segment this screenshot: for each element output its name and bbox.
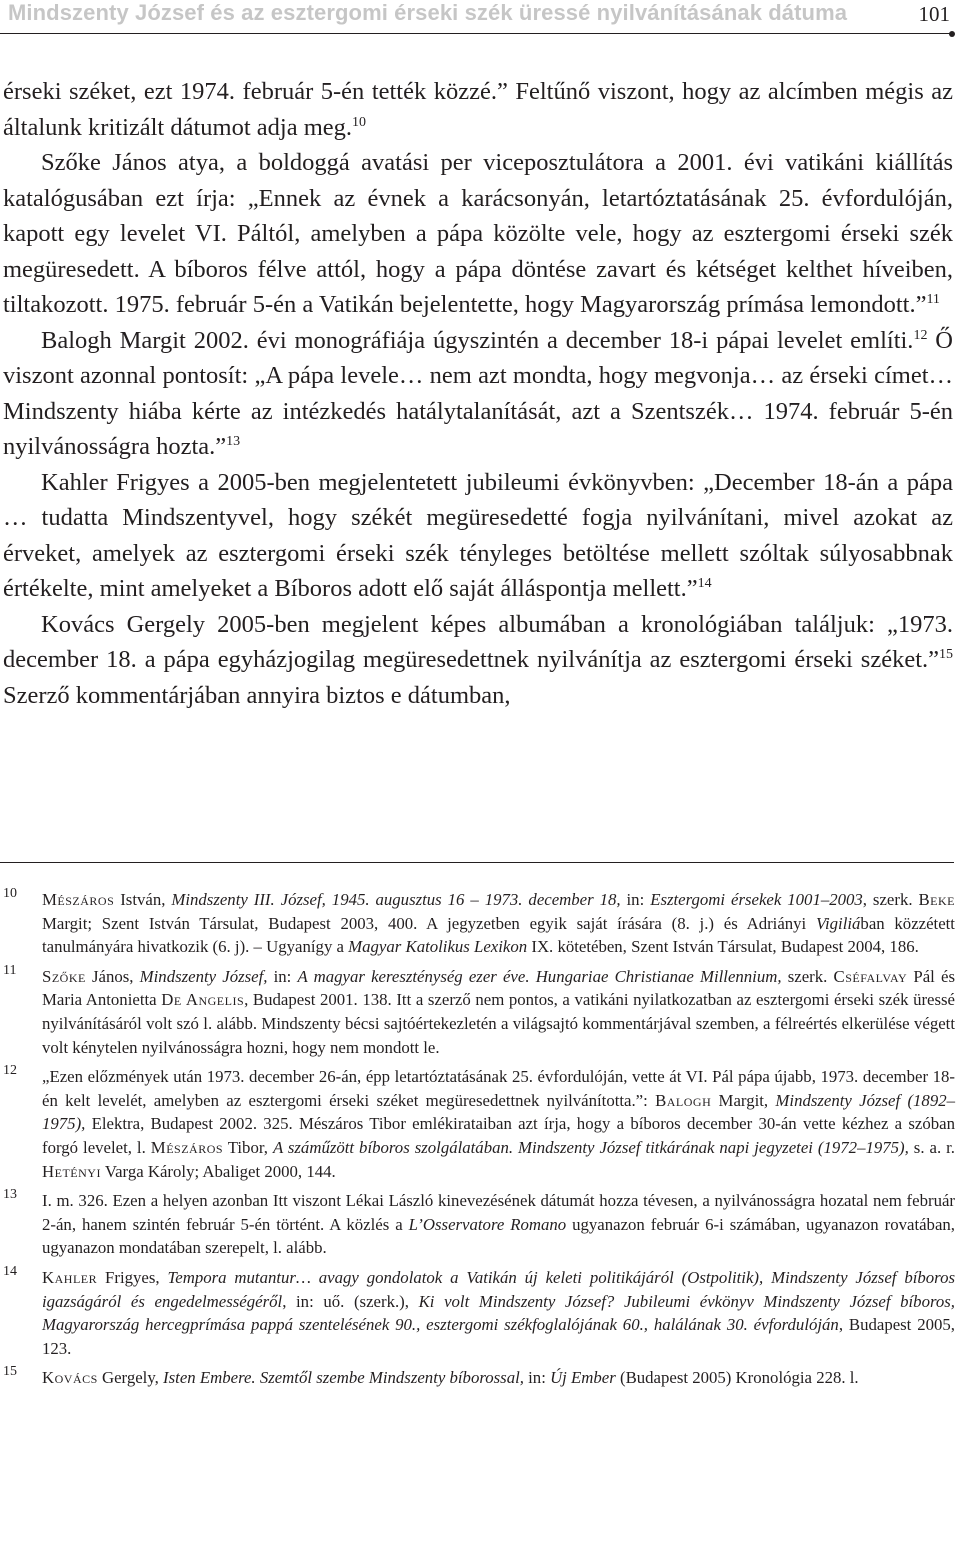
running-title: Mindszenty József és az esztergomi érseki szék üressé nyilvánításának dátuma [8, 0, 848, 25]
footnote-text: in: [620, 890, 651, 909]
footnote-text: Tibor, [223, 1137, 273, 1157]
page-number: 101 [918, 2, 950, 26]
footnote-text: Szőke [42, 966, 86, 986]
footnote-text: Mindszenty József, [139, 966, 268, 986]
footnote-15 [3, 1366, 955, 1390]
footnote-text: , Budapest 2005, 123. [42, 1315, 955, 1358]
running-header [0, 0, 960, 36]
footnote-text: Vigiliá [815, 913, 861, 933]
footnote-text: Kovács [42, 1368, 98, 1388]
footnote-text: , szerk. [862, 890, 919, 909]
footnote-text: Isten Embere. Szemtől szembe Mindszenty bíborossal, [163, 1368, 524, 1388]
footnote-text: „Ezen előzmények után 1973. december 26-án, épp letartóztatásának 25. évfordulóján, vette át VI. Pál pápa újabb, 1973. december 18-én kelt levelét, amelyben az esztergomi érseki széket megüresedettnek nyilvánította.”: [42, 1067, 955, 1110]
footnote-text: A száműzött bíboros szolgálatában. Mindszenty József titkárának napi jegyzetei (1972–1975), [272, 1137, 909, 1157]
footnote-text: Esztergomi érsekek 1001–2003 [650, 890, 863, 909]
footnote-ref[interactable]: 10 [352, 114, 367, 130]
footnote-text: Beke [918, 890, 956, 909]
paragraph-2: Szőke János atya, a boldoggá avatási per viceposztulátora a 2001. évi vatikáni kiállítás katalógusában ezt írja: „Ennek az évnek a karácsonyán, letartóztatásának 25. évfordulóján, kapott egy levelet VI. Páltól, amelyben a pápa közölte vele, hogy az esztergomi érseki szék megüresedett. A bíboros félve attól, hogy a pápa döntése zavart és kétséget kelthet híveiben, tiltakozott. 1975. február 5-én a Vatikán bejelentette, hogy Magyarország prímása lemondott.”$^{11}$ [3, 149, 953, 318]
paragraph-3: Balogh Margit 2002. évi monográfiája úgyszintén a december 18-i pápai levelet említi.$^{12}$ Ő viszont azonnal pontosít: „A pápa levele… nem azt mondta, hogy megvonja… az érseki címet… Mindszenty hiába kérte az intézkedés hatálytalanítását, azt a Szentszék… 1974. február 5-én nyilvánosságra hozta.”$^{13}$ [3, 326, 953, 460]
footnote-12 [3, 1065, 955, 1183]
paragraph-1: érseki széket, ezt 1974. február 5-én tették közzé.” Feltűnő viszont, hogy az alcímben mégis az általunk kritizált dátumot adja meg.$^{10}$ [3, 78, 953, 141]
footnote-text: Cséfalvay [833, 966, 908, 986]
footnote-number: 13 [3, 1187, 17, 1203]
footnote-text: Margit, [711, 1090, 776, 1110]
footnote-ref[interactable]: 15 [939, 646, 953, 662]
footnote-ref[interactable]: 13 [226, 433, 241, 449]
footnote-ref[interactable]: 14 [697, 575, 712, 591]
header-rule [0, 33, 952, 34]
footnote-11 [3, 962, 956, 1059]
footnote-text: I. m. 326. Ezen a helyen azonban Itt viszont Lékai László kinevezésének dátumát hozza tévesen, a nyilvánosságra hozatal nem február 2-án, hanem szintén február 5-én történt. A közlés a [42, 1191, 955, 1234]
footnote-text: János, [85, 966, 140, 986]
footnote-text: Magyar Katolikus Lexikon [348, 937, 528, 957]
footnote-number: 12 [3, 1063, 17, 1079]
footnote-text: s. a. r. [908, 1137, 955, 1157]
paragraph-4: Kahler Frigyes a 2005-ben megjelentetett jubileumi évkönyvben: „December 18-án a pápa … tudatta Mindszentyvel, hogy székét megüresedetté fogja nyilvánítani, mivel azokat az érveket, amelyek az esztergomi érseki szék tényleges betöltése mellett szóltak súlyosabbnak értékelte, mint amelyeket a Bíboros adott elő saját álláspontja mellett.”$^{14}$ [3, 468, 953, 602]
footnote-13 [3, 1189, 955, 1260]
footnote-text: Balogh [655, 1090, 712, 1110]
footnote-text: Új Ember [550, 1368, 616, 1388]
footnote-text: Margit; Szent István Társulat, Budapest 2003, 400. A jegyzetben egyik saját írására (8. j.) és Adriányi [42, 913, 816, 933]
footnote-text: Hetényi [42, 1161, 101, 1181]
footnote-10 [3, 888, 955, 959]
footnote-text: szerk. [781, 966, 834, 986]
footnote-text: Kahler [42, 1267, 98, 1287]
footnote-text: Mindszenty III. József, 1945. augusztus 16 – 1973. december 18, [171, 890, 621, 909]
footnote-text: ugyanazon február 6-i számában, ugyanazon rovatában, ugyanazon mondatában szerepelt, l. alább. [42, 1214, 955, 1258]
footnote-number: 14 [3, 1263, 17, 1279]
footnote-text: Mészáros [42, 890, 115, 909]
footnote-14 [3, 1263, 955, 1360]
body-text [3, 74, 953, 713]
footnote-separator [0, 862, 954, 863]
footnote-text: De Angelis [161, 990, 245, 1010]
footnote-text: in: [523, 1368, 551, 1388]
footnote-text: IX. kötetében, Szent István Társulat, Budapest 2004, 186. [527, 937, 919, 957]
footnote-text: ban közzétett tanulmányára hivatkozik (6. j). – Ugyanígy a [42, 913, 955, 957]
footnote-number: 11 [3, 962, 17, 978]
footnotes [3, 888, 955, 1396]
footnote-text: Varga Károly; Abaliget 2000, 144. [100, 1161, 336, 1181]
paragraph-5: Kovács Gergely 2005-ben megjelent képes albumában a kronológiában találjuk: „1973. december 18. a pápa egyházjogilag megüresedettnek nyilvánítja az esztergomi érseki széket.”$^{15}$ Szerző kommentárjában annyira biztos e dátumban, [3, 610, 953, 709]
footnote-text: Tempora mutantur… avagy gondolatok a Vatikán új keleti politikájáról (Ostpolitik), Mindszenty József bíboros igazságáról és engedelmességéről [42, 1267, 955, 1311]
footnote-text: , in: uő. (szerk.), [282, 1291, 419, 1311]
footnote-ref[interactable]: 11 [926, 291, 940, 307]
footnote-ref[interactable]: 12 [913, 327, 928, 343]
footnote-text: Ki volt Mindszenty József? Jubileumi évkönyv Mindszenty József bíboros, Magyarország hercegprímása pappá szentelésének 90., esztergomi székfoglalójának 60., halálának 30. évfordulóján [42, 1291, 955, 1335]
footnote-text: L’Osservatore Romano [408, 1214, 567, 1234]
footnote-text: István, [114, 890, 172, 909]
footnote-number: 15 [3, 1364, 17, 1380]
footnote-text: Mindszenty József (1892–1975), [42, 1090, 955, 1134]
footnote-text: A magyar kereszténység ezer éve. Hungariae Christianae Millennium, [297, 966, 782, 986]
footnote-text: Frigyes, [97, 1267, 168, 1287]
footnote-text: (Budapest 2005) Kronológia 228. l. [615, 1368, 859, 1388]
footnote-text: Pál és Maria Antonietta [42, 966, 955, 1010]
footnote-text: in: [267, 966, 298, 986]
footnote-text: , Budapest 2001. 138. Itt a szerző nem pontos, a vatikáni nyilatkozatban az esztergomi érseki szék üressé nyilvánításáról volt szó l. alább. Mindszenty bécsi sajtóértekezletén a világsajtó kommentárjával szemben, a félreértés elkerülése végett volt kénytelen nyilvánosságra hozni, hogy nem mondott le. [42, 990, 956, 1057]
footnote-text: Mészáros [150, 1137, 224, 1157]
footnote-text: Elektra, Budapest 2002. 325. Mészáros Tibor emlékirataiban azt írja, hogy a bíboros december 30-án vette kézhez a szóban forgó levelet, l. [42, 1114, 955, 1157]
footnote-number: 10 [3, 886, 17, 901]
header-rule-dot [949, 31, 955, 37]
footnote-text: Gergely, [97, 1368, 164, 1388]
